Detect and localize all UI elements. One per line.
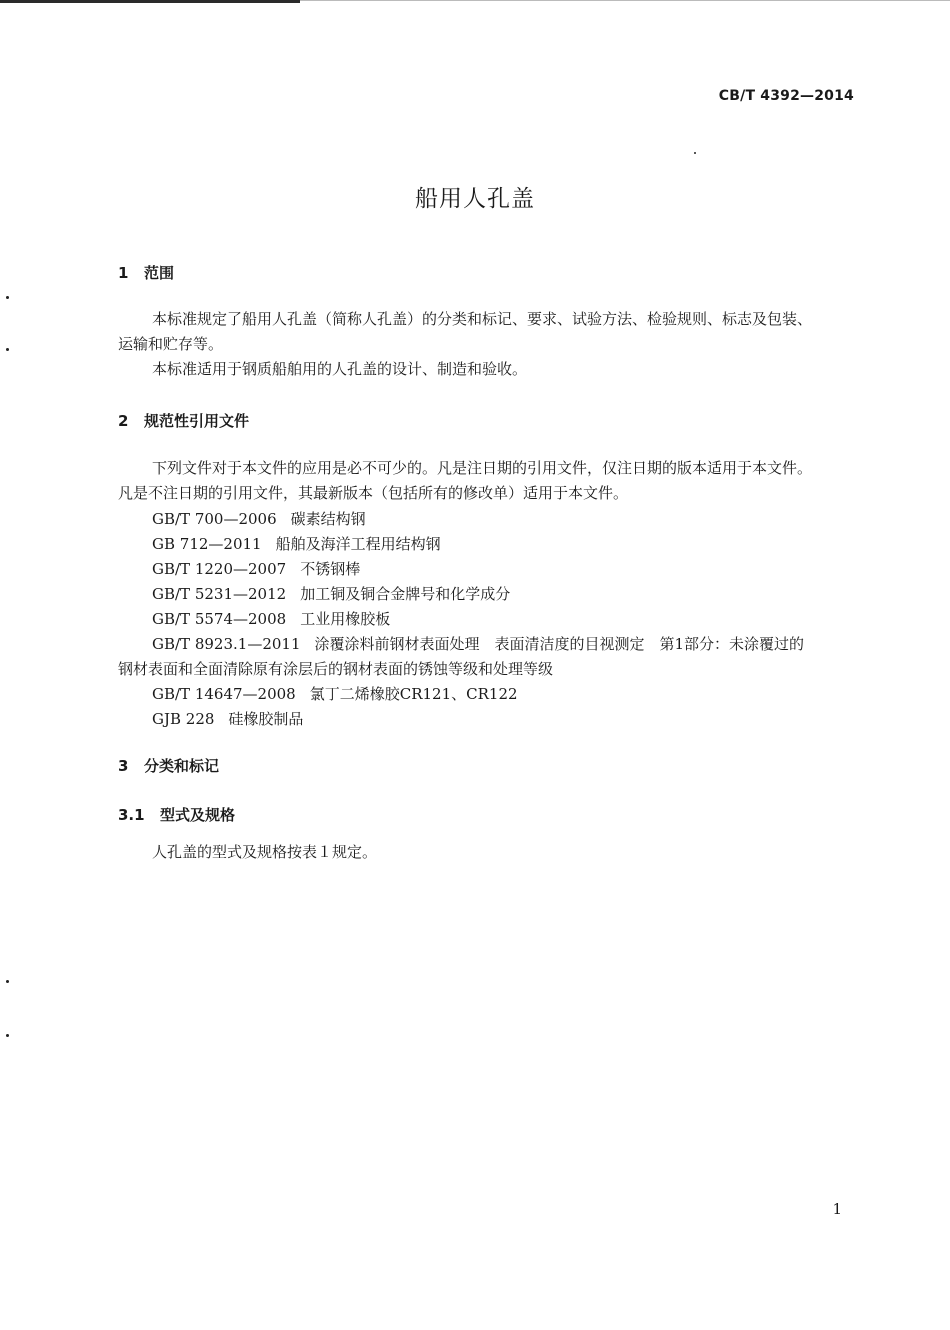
section-title: 范围 [144,264,175,282]
reference-code: GB/T 1220—2007 [152,560,287,578]
reference-item [118,632,858,657]
reference-title: 涂覆涂料前钢材表面处理 表面清洁度的目视测定 第1部分：未涂覆过的 [314,635,805,653]
reference-code: GB/T 5231—2012 [152,585,287,603]
section-heading-normative [118,410,249,431]
document-title: 船用人孔盖 [415,186,535,212]
reference-title: 工业用橡胶板 [300,610,391,628]
section-title: 分类和标记 [144,757,220,775]
reference-item [118,607,858,632]
reference-item [118,532,858,557]
subsection-heading-type-spec [118,804,235,825]
intro-line: 凡是不注日期的引用文件，其最新版本（包括所有的修改单）适用于本文件。 [118,484,629,502]
reference-title: 船舶及海洋工程用结构钢 [275,535,441,553]
reference-title: 碳素结构钢 [290,510,366,528]
page-number: 1 [832,1200,842,1218]
section-number: 2 [118,412,129,430]
section-heading-scope [118,262,174,283]
reference-item [118,707,858,732]
reference-code: GB 712—2011 [152,535,262,553]
reference-code: GB/T 8923.1—2011 [152,635,301,653]
reference-code: GB/T 700—2006 [152,510,277,528]
reference-list [118,507,858,732]
scan-speck [6,1034,9,1037]
reference-item [118,682,858,707]
normative-intro [118,456,858,506]
reference-title: 硅橡胶制品 [228,710,304,728]
scan-speck [6,980,9,983]
scan-speck [694,152,696,154]
section-title: 规范性引用文件 [144,412,250,430]
reference-code: GB/T 5574—2008 [152,610,287,628]
reference-item [118,582,858,607]
scan-speck [6,296,9,299]
section-number: 3 [118,757,129,775]
reference-title: 不锈钢棒 [300,560,361,578]
type-spec-paragraph [118,840,858,865]
type-spec-line: 人孔盖的型式及规格按表１规定。 [152,843,378,861]
reference-title: 氯丁二烯橡胶CR121、CR122 [309,685,518,703]
section-number: 3.1 [118,806,145,824]
scan-edge [300,0,950,1]
reference-item [118,557,858,582]
section-title: 型式及规格 [160,806,236,824]
scan-speck [6,348,9,351]
section-heading-classification [118,755,219,776]
scope-paragraph [118,307,858,382]
reference-code: GJB 228 [152,710,215,728]
reference-item [118,507,858,532]
reference-continuation: 钢材表面和全面清除原有涂层后的钢材表面的锈蚀等级和处理等级 [118,660,554,678]
scope-line: 运输和贮存等。 [118,335,224,353]
reference-title: 加工铜及铜合金牌号和化学成分 [300,585,511,603]
intro-line: 下列文件对于本文件的应用是必不可少的。凡是注日期的引用文件，仅注日期的版本适用于本文件。 [152,459,813,477]
scan-edge [0,0,300,3]
scope-line: 本标准规定了船用人孔盖（简称人孔盖）的分类和标记、要求、试验方法、检验规则、标志及包装、 [152,310,813,328]
section-number: 1 [118,264,129,282]
reference-code: GB/T 14647—2008 [152,685,296,703]
standard-number: CB/T 4392—2014 [718,88,854,104]
scope-line: 本标准适用于钢质船舶用的人孔盖的设计、制造和验收。 [152,360,528,378]
